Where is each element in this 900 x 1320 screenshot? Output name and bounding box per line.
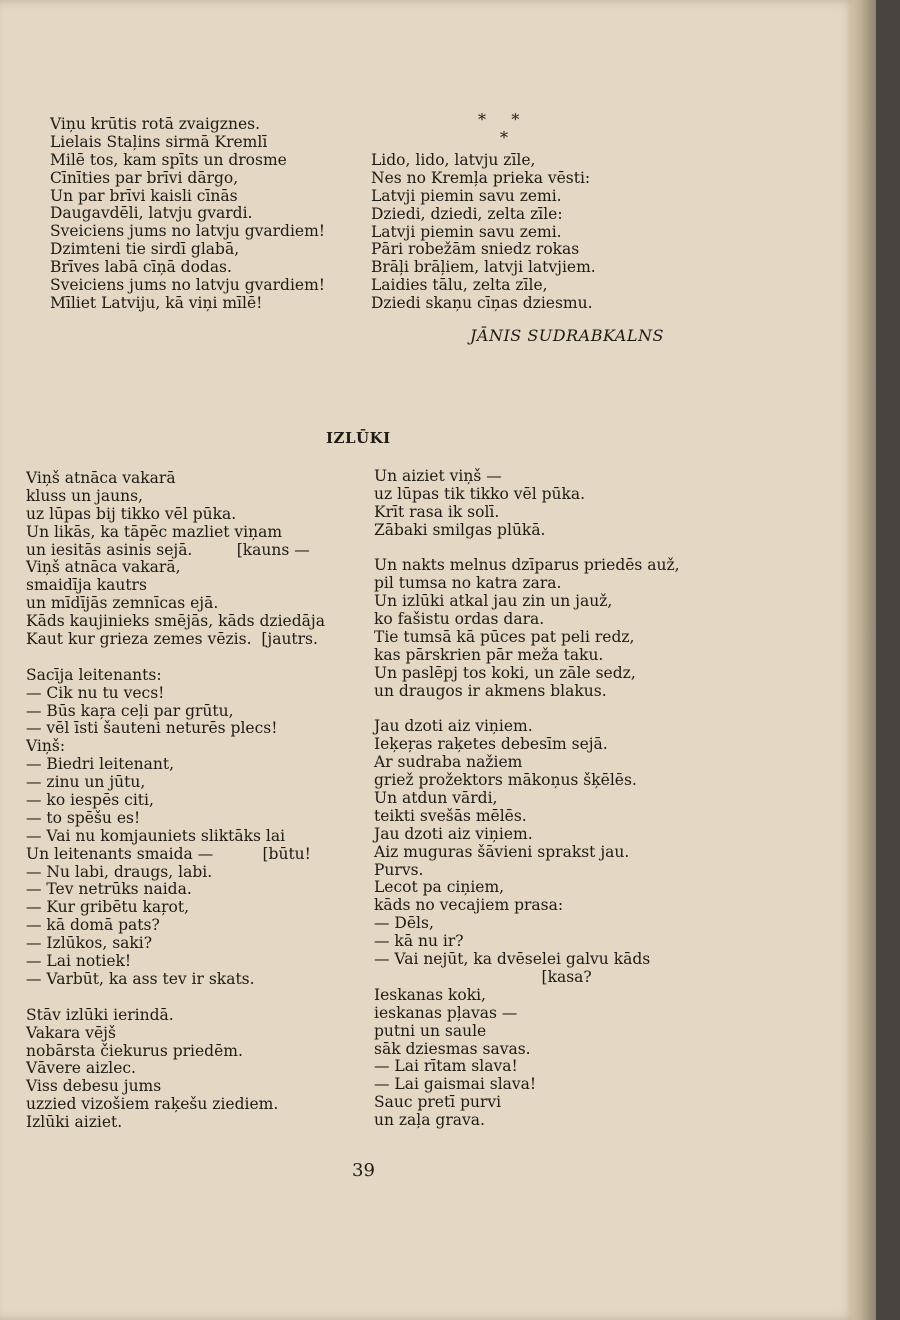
verse-line: Cīnīties par brīvi dārgo,: [50, 168, 239, 187]
verse-line: kāds no vecajiem prasa:: [374, 896, 564, 915]
verse-line: Purvs.: [374, 860, 424, 879]
verse-line: Jau dzoti aiz viņiem.: [374, 717, 533, 736]
verse-line: — to spēšu es!: [26, 808, 141, 827]
verse-line: Un paslēpj tos koki, un zāle sedz,: [374, 663, 636, 682]
stanza-gap: [374, 701, 680, 719]
poem-stanza-right-top: [371, 152, 596, 313]
verse-line: un zaļa grava.: [374, 1111, 485, 1130]
verse-line: Krīt rasa ik solī.: [374, 502, 500, 521]
verse-line: Kaut kur grieza zemes vēzis. [jautrs.: [26, 630, 318, 649]
verse-line: Sauc pretī purvi: [374, 1093, 502, 1112]
page-number: 39: [352, 1160, 375, 1181]
verse-line: Un leitenants smaida — [būtu!: [26, 844, 311, 863]
verse-line: Un par brīvi kaisli cīnās: [50, 186, 238, 205]
verse-line: sāk dziesmas savas.: [374, 1039, 531, 1058]
verse-line: Stāv izlūki ierindā.: [26, 1005, 174, 1024]
verse-line: ieskanas pļavas —: [374, 1003, 518, 1022]
verse-line: Tie tumsā kā pūces pat peli redz,: [374, 628, 635, 647]
verse-line: Un izlūki atkal jau zin un jauž,: [374, 592, 613, 611]
verse-line: — Vai nejūt, ka dvēselei galvu kāds: [374, 950, 651, 969]
verse-line: Viņu krūtis rotā zvaigznes.: [50, 115, 261, 133]
verse-line: — Cik nu tu vecs!: [26, 683, 165, 702]
verse-line: kluss un jauns,: [26, 486, 143, 505]
verse-line: uz lūpas bij tikko vēl pūka.: [26, 504, 237, 523]
verse-line: [kasa?: [374, 967, 592, 986]
verse-line: — Varbūt, ka ass tev ir skats.: [26, 969, 255, 988]
verse-line: Sveiciens jums no latvju gvardiem!: [50, 222, 325, 241]
verse-line: Lecot pa ciņiem,: [374, 878, 505, 897]
verse-line: putni un saule: [374, 1021, 487, 1040]
verse-line: — Izlūkos, saki?: [26, 934, 153, 953]
poem-izluki-left-column: [26, 470, 325, 1132]
verse-line: ko fašistu ordas dara.: [374, 610, 545, 629]
verse-line: — Būs kaŗa ceļi par grūtu,: [26, 701, 234, 720]
verse-line: Sacīja leitenants:: [26, 665, 162, 684]
verse-line: un mīdījās zemnīcas ejā.: [26, 594, 219, 613]
verse-line: kas pārskrien pār meža taku.: [374, 645, 604, 664]
verse-line: Viņš:: [26, 737, 66, 756]
verse-line: Dziedi skaņu cīņas dziesmu.: [371, 294, 593, 313]
verse-line: Milē tos, kam spīts un drosme: [50, 150, 287, 169]
verse-line: Viņš atnāca vakarā: [26, 469, 176, 487]
verse-line: Lielais Staļins sirmā Kremlī: [50, 132, 268, 151]
stars-ornament-bottom: *: [500, 128, 508, 147]
verse-line: uz lūpas tik tikko vēl pūka.: [374, 484, 586, 503]
verse-line: Dziedi, dziedi, zelta zīle:: [371, 204, 563, 223]
verse-line: Ieskanas koki,: [374, 985, 486, 1004]
verse-line: Aiz muguras šāvieni sprakst jau.: [374, 842, 630, 861]
verse-line: uzzied vizošiem raķešu ziediem.: [26, 1095, 279, 1114]
verse-line: Ieķeŗas raķetes debesīm sejā.: [374, 735, 608, 754]
poem-stanza-left-top: [50, 116, 325, 313]
poem-title: IZLŪKI: [326, 429, 391, 447]
poem-izluki-right-column: [374, 468, 680, 1130]
verse-line: — Lai notiek!: [26, 952, 132, 971]
verse-line: Un nakts melnus dzīparus priedēs auž,: [374, 556, 680, 575]
verse-line: teikti svešās mēlēs.: [374, 806, 527, 825]
verse-line: un iesitās asinis sejā. [kauns —: [26, 540, 310, 559]
verse-line: — Dēls,: [374, 914, 434, 933]
verse-line: Un atdun vārdi,: [374, 789, 498, 808]
verse-line: Lido, lido, latvju zīle,: [371, 151, 536, 169]
stanza-gap: [374, 540, 680, 558]
verse-line: nobārsta čiekurus priedēm.: [26, 1041, 243, 1060]
verse-line: — Nu labi, draugs, labi.: [26, 862, 213, 881]
verse-line: — kā domā pats?: [26, 916, 160, 935]
verse-line: Daugavdēli, latvju gvardi.: [50, 204, 253, 223]
stars-ornament-top: * *: [478, 110, 520, 129]
verse-line: — Kur gribētu kaŗot,: [26, 898, 190, 917]
verse-line: Viss debesu jums: [26, 1077, 162, 1096]
verse-line: Pāri robežām sniedz rokas: [371, 240, 580, 259]
verse-line: Un likās, ka tāpēc mazliet viņam: [26, 522, 283, 541]
verse-line: Latvji piemin savu zemi.: [371, 186, 562, 205]
verse-line: Brīves labā cīņā dodas.: [50, 258, 232, 277]
verse-line: — Vai nu komjauniets sliktāks lai: [26, 826, 286, 845]
stanza-gap: [26, 989, 325, 1007]
verse-line: Mīliet Latviju, kā viņi mīlē!: [50, 293, 263, 312]
verse-line: Viņš atnāca vakarā,: [26, 558, 181, 577]
verse-line: Nes no Kremļa prieka vēsti:: [371, 168, 591, 187]
verse-line: — vēl īsti šauteni neturēs plecs!: [26, 719, 278, 738]
verse-line: — Biedri leitenant,: [26, 755, 175, 774]
verse-line: — Tev netrūks naida.: [26, 880, 192, 899]
verse-line: pil tumsa no katra zara.: [374, 574, 562, 593]
verse-line: Izlūki aiziet.: [26, 1113, 123, 1132]
verse-line: un draugos ir akmens blakus.: [374, 681, 607, 700]
verse-line: Zābaki smilgas plūkā.: [374, 520, 546, 539]
verse-line: — kā nu ir?: [374, 932, 464, 951]
verse-line: — Lai gaismai slava!: [374, 1075, 537, 1094]
verse-line: — ko iespēs citi,: [26, 791, 154, 810]
verse-line: Kāds kaujinieks smējās, kāds dziedāja: [26, 612, 325, 631]
verse-line: Laidies tālu, zelta zīle,: [371, 276, 548, 295]
verse-line: Latvji piemin savu zemi.: [371, 222, 562, 241]
verse-line: Brāļi brāļiem, latvji latvjiem.: [371, 258, 596, 277]
verse-line: Ar sudraba nažiem: [374, 753, 523, 772]
verse-line: Vakara vējš: [26, 1023, 116, 1042]
verse-line: — zinu un jūtu,: [26, 773, 146, 792]
stanza-gap: [26, 649, 325, 667]
verse-line: — Lai rītam slava!: [374, 1057, 518, 1076]
verse-line: Vāvere aizlec.: [26, 1059, 136, 1078]
verse-line: Un aiziet viņš —: [374, 467, 502, 485]
verse-line: smaidīja kautrs: [26, 576, 147, 595]
verse-line: Jau dzoti aiz viņiem.: [374, 824, 533, 843]
verse-line: Dzimteni tie sirdī glabā,: [50, 240, 240, 259]
verse-line: griež prožektors mākoņus šķēlēs.: [374, 771, 637, 790]
page-edge: [852, 0, 876, 1320]
verse-line: Sveiciens jums no latvju gvardiem!: [50, 276, 325, 295]
author-signature: JĀNIS SUDRABKALNS: [470, 326, 664, 345]
